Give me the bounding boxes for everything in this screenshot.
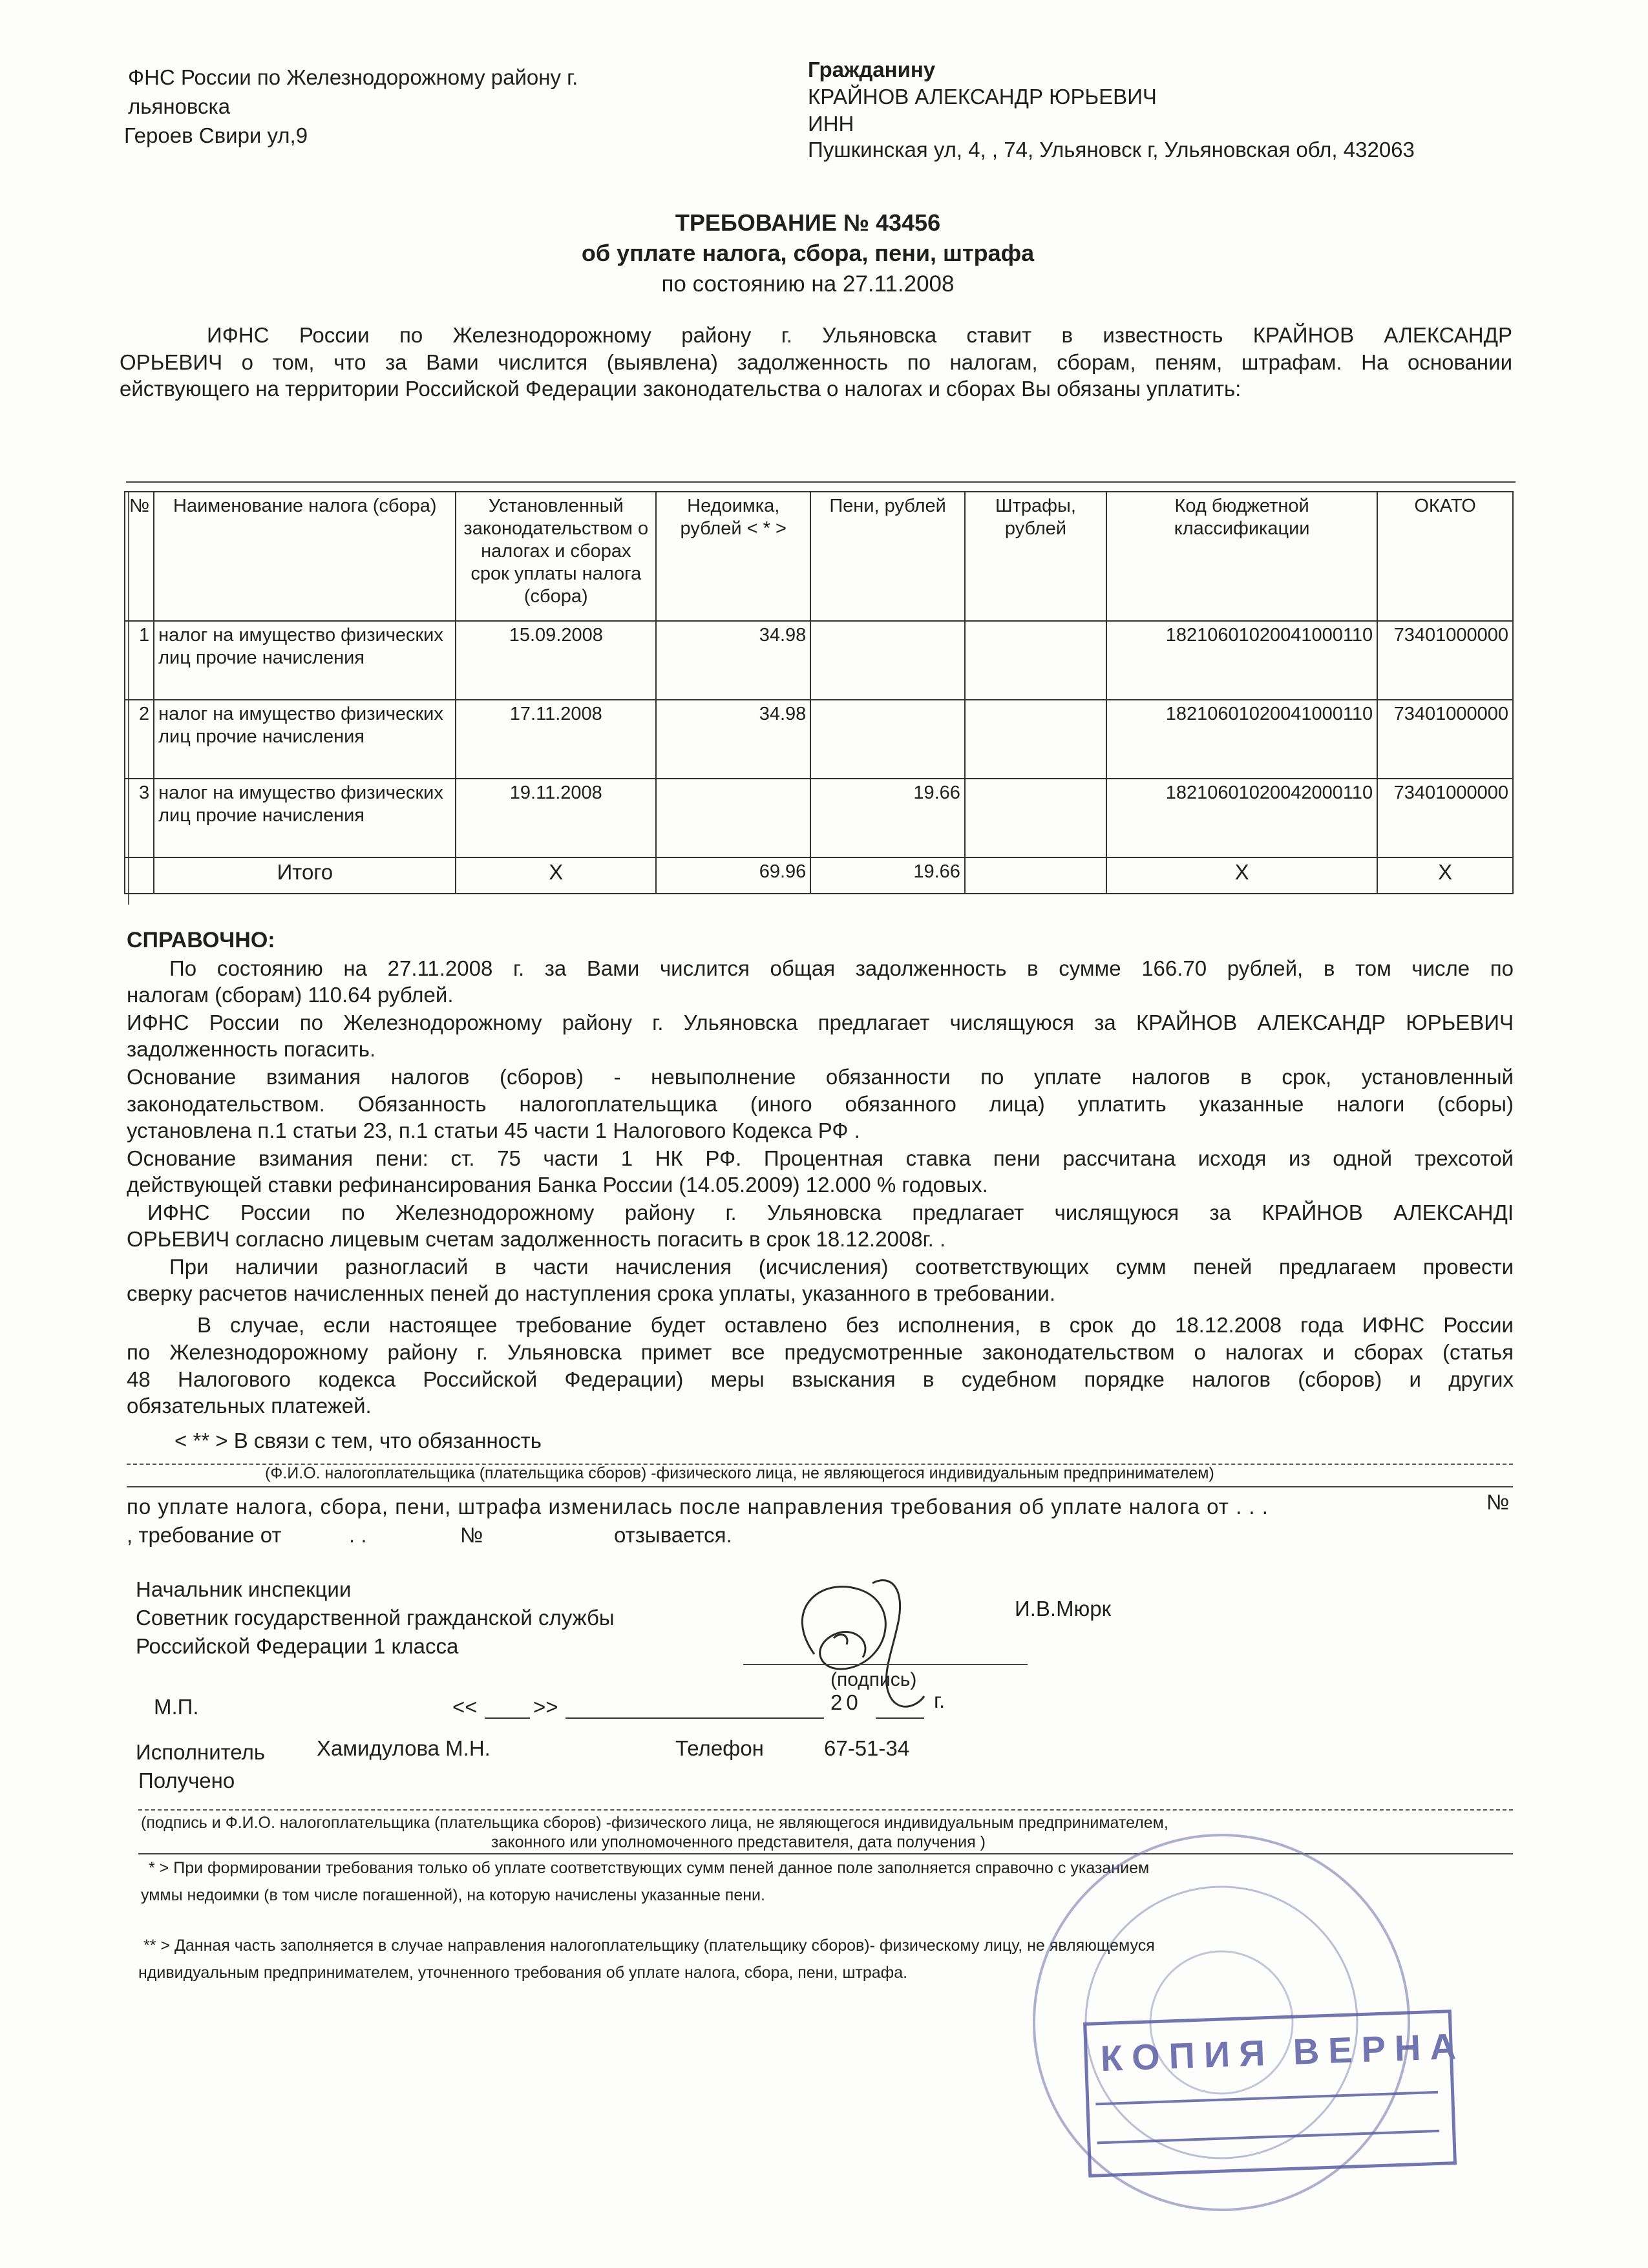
row-deadline: 19.11.2008	[456, 779, 656, 857]
sender-line-3: Героев Свири ул,9	[124, 123, 308, 147]
stamp-place-label: М.П.	[154, 1695, 199, 1719]
footnote-2a: ** > Данная часть заполняется в случае направления налогоплательщику (плательщику сборов)- физическому лицу, не являющемуся	[143, 1937, 1155, 1955]
reference-line: законодательством. Обязанность налогоплательщика (иного обязанного лица) уплатить указанные налоги (сборы)	[127, 1092, 1514, 1116]
total-num-cell	[125, 857, 154, 894]
withdrawal-line-1: по уплате налога, сбора, пени, штрафа изменилась после направления требования об уплате налога от . . .	[127, 1495, 1269, 1518]
sender-line-1: ФНС России по Железнодорожному району г.	[128, 65, 578, 89]
row-okato: 73401000000	[1377, 700, 1513, 779]
signer-title-1: Начальник инспекции	[136, 1577, 352, 1601]
reference-line: В случае, если настоящее требование будет оставлено без исполнения, в срок до 18.12.2008 года ИФНС России	[197, 1313, 1514, 1337]
copy-true-stamp-text: КОПИЯ ВЕРНА	[1099, 2025, 1466, 2079]
row-kbk: 18210601020041000110	[1106, 700, 1377, 779]
col-header-name: Наименование налога (сбора)	[154, 492, 456, 621]
copy-true-stamp	[1083, 2010, 1466, 2178]
total-arrears: 69.96	[656, 857, 810, 894]
row-deadline: 17.11.2008	[456, 700, 656, 779]
row-arrears: 34.98	[656, 621, 810, 700]
total-okato: X	[1377, 857, 1513, 894]
reference-line: 48 Налогового кодекса Российской Федерации) меры взыскания в судебном порядке налогов (сборов) и других	[127, 1367, 1514, 1391]
table-row	[125, 621, 1513, 700]
doc-title: ТРЕБОВАНИЕ № 43456	[675, 209, 941, 236]
signature-rule	[743, 1664, 1028, 1665]
col-header-penalty: Пени, рублей	[810, 492, 965, 621]
executor-name: Хамидулова М.Н.	[317, 1736, 491, 1760]
col-header-arrears: Недоимка, рублей < * >	[656, 492, 810, 621]
table-header-row	[125, 492, 1513, 621]
footnote-1b: уммы недоимки (в том числе погашенной), на которую начислены указанные пени.	[141, 1886, 765, 1904]
reference-line: При наличии разногласий в части начисления (исчисления) соответствующих сумм пеней предлагаем провести	[169, 1255, 1514, 1279]
date-year: 20	[830, 1690, 862, 1714]
withdrawal-line-2-dots: . .	[349, 1523, 367, 1547]
reference-line: по Железнодорожному району г. Ульяновска примет все предусмотренные законодательством о налогах и сборах (статья	[127, 1340, 1514, 1364]
withdrawal-line-2-number-label: №	[460, 1523, 483, 1547]
row-okato: 73401000000	[1377, 621, 1513, 700]
reference-line: налогам (сборам) 110.64 рублей.	[127, 983, 454, 1007]
row-okato: 73401000000	[1377, 779, 1513, 857]
signature-caption: (подпись)	[830, 1669, 917, 1690]
row-arrears: 34.98	[656, 700, 810, 779]
receipt-caption-2: законного или уполномоченного представителя, дата получения )	[491, 1833, 986, 1851]
recipient-name: КРАЙНОВ АЛЕКСАНДР ЮРЬЕВИЧ	[808, 85, 1157, 109]
total-kbk: X	[1106, 857, 1377, 894]
doc-subtitle: об уплате налога, сбора, пени, штрафа	[581, 240, 1035, 266]
row-kbk: 18210601020042000110	[1106, 779, 1377, 857]
date-open-quote: <<	[452, 1695, 478, 1719]
row-deadline: 15.09.2008	[456, 621, 656, 700]
tax-table	[124, 491, 1514, 894]
reference-line: ОРЬЕВИЧ согласно лицевым счетам задолженность погасить в срок 18.12.2008г. .	[127, 1227, 946, 1251]
row-num: 2	[125, 700, 154, 779]
total-fines	[965, 857, 1106, 894]
intro-line-2: ОРЬЕВИЧ о том, что за Вами числится (выявлена) задолженность по налогам, сборам, пеням, штрафам. На основании	[120, 350, 1512, 374]
stamp-line	[1095, 2091, 1438, 2105]
date-month-blank	[565, 1698, 824, 1719]
reference-line: задолженность погасить.	[127, 1037, 376, 1061]
doc-date: по состоянию на 27.11.2008	[661, 271, 955, 297]
reference-line: сверку расчетов начисленных пеней до наступления срока уплаты, указанного в требовании.	[127, 1281, 1056, 1305]
row-num: 1	[125, 621, 154, 700]
table-total-row	[125, 857, 1513, 894]
withdrawal-caption: (Ф.И.О. налогоплательщика (плательщика сборов) -физического лица, не являющегося индивидуальным предпринимателем)	[265, 1464, 1214, 1482]
reference-line: < ** > В связи с тем, что обязанность	[174, 1429, 542, 1453]
total-label: Итого	[154, 857, 456, 894]
row-fines	[965, 621, 1106, 700]
reference-line: ИФНС России по Железнодорожному району г. Ульяновска предлагает числящуюся за КРАЙНОВ АЛЕКСАНДР ЮРЬЕВИЧ	[127, 1011, 1514, 1034]
signer-title-2: Советник государственной гражданской службы	[136, 1606, 615, 1630]
table-top-rule	[126, 481, 1516, 483]
signer-name: И.В.Мюрк	[1015, 1597, 1112, 1621]
row-penalty	[810, 621, 965, 700]
row-penalty: 19.66	[810, 779, 965, 857]
date-year-blank	[876, 1698, 924, 1719]
row-penalty	[810, 700, 965, 779]
col-header-fines: Штрафы, рублей	[965, 492, 1106, 621]
reference-line: Основание взимания пени: ст. 75 части 1 НК РФ. Процентная ставка пени рассчитана исходя из одной трехсотой	[127, 1146, 1514, 1170]
recipient-address: Пушкинская ул, 4, , 74, Ульяновск г, Ульяновская обл, 432063	[808, 138, 1415, 162]
total-deadline: X	[456, 857, 656, 894]
recipient-inn: ИНН	[808, 112, 854, 136]
row-arrears	[656, 779, 810, 857]
intro-line-1: ИФНС России по Железнодорожному району г. Ульяновска ставит в известность КРАЙНОВ АЛЕКСАНДР	[207, 323, 1512, 347]
received-label: Получено	[138, 1769, 235, 1792]
phone-label: Телефон	[675, 1736, 764, 1760]
row-tax-name: налог на имущество физических лиц прочие начисления	[154, 621, 456, 700]
date-close-quote: >>	[533, 1695, 558, 1719]
total-penalty: 19.66	[810, 857, 965, 894]
col-header-okato: ОКАТО	[1377, 492, 1513, 621]
withdrawal-line-2-b: отзывается.	[614, 1523, 732, 1547]
reference-line: Основание взимания налогов (сборов) - невыполнение обязанности по уплате налогов в срок, установленный	[127, 1065, 1514, 1089]
row-tax-name: налог на имущество физических лиц прочие начисления	[154, 700, 456, 779]
reference-line: действующей ставки рефинансирования Банка России (14.05.2009) 12.000 % годовых.	[127, 1173, 988, 1197]
stamp-line	[1097, 2130, 1439, 2144]
reference-heading: СПРАВОЧНО:	[127, 928, 275, 952]
withdrawal-line-2-a: , требование от	[127, 1523, 282, 1547]
table-row	[125, 700, 1513, 779]
reference-line: обязательных платежей.	[127, 1394, 372, 1418]
reference-line: По состоянию на 27.11.2008 г. за Вами числится общая задолженность в сумме 166.70 рублей, в том числе по	[169, 956, 1514, 980]
row-fines	[965, 779, 1106, 857]
phone-number: 67-51-34	[824, 1736, 910, 1760]
intro-line-3: ействующего на территории Российской Федерации законодательства о налогах и сборах Вы обязаны уплатить:	[120, 377, 1241, 401]
footnote-1a: * > При формировании требования только об уплате соответствующих сумм пеней данное поле заполняется справочно с указанием	[149, 1859, 1150, 1877]
recipient-label: Гражданину	[808, 58, 936, 81]
row-num: 3	[125, 779, 154, 857]
col-header-deadline: Установленный законодательством о налогах и сборах срок уплаты налога (сбора)	[456, 492, 656, 621]
sender-line-2: льяновска	[128, 94, 231, 118]
col-header-num: №	[125, 492, 154, 621]
signer-title-3: Российской Федерации 1 класса	[136, 1634, 459, 1658]
table-row	[125, 779, 1513, 857]
dashed-separator	[138, 1809, 1513, 1811]
executor-label: Исполнитель	[136, 1740, 266, 1764]
row-tax-name: налог на имущество физических лиц прочие начисления	[154, 779, 456, 857]
date-day-blank	[485, 1698, 530, 1719]
row-kbk: 18210601020041000110	[1106, 621, 1377, 700]
caption-rule	[127, 1486, 1513, 1487]
receipt-caption-1: (подпись и Ф.И.О. налогоплательщика (плательщика сборов) -физического лица, не являющегося индивидуальным предпринимателем,	[141, 1814, 1168, 1832]
withdrawal-number-label: №	[1486, 1490, 1510, 1514]
reference-line: ИФНС России по Железнодорожному району г. Ульяновска предлагает числящуюся за КРАЙНОВ АЛЕКСАНДІ	[147, 1201, 1514, 1224]
col-header-kbk: Код бюджетной классификации	[1106, 492, 1377, 621]
date-year-suffix: г.	[934, 1688, 945, 1712]
reference-line: установлена п.1 статьи 23, п.1 статьи 45 части 1 Налогового Кодекса РФ .	[127, 1118, 860, 1142]
row-fines	[965, 700, 1106, 779]
footnote-2b: ндивидуальным предпринимателем, уточненного требования об уплате налога, сбора, пени, штрафа.	[138, 1964, 908, 1982]
